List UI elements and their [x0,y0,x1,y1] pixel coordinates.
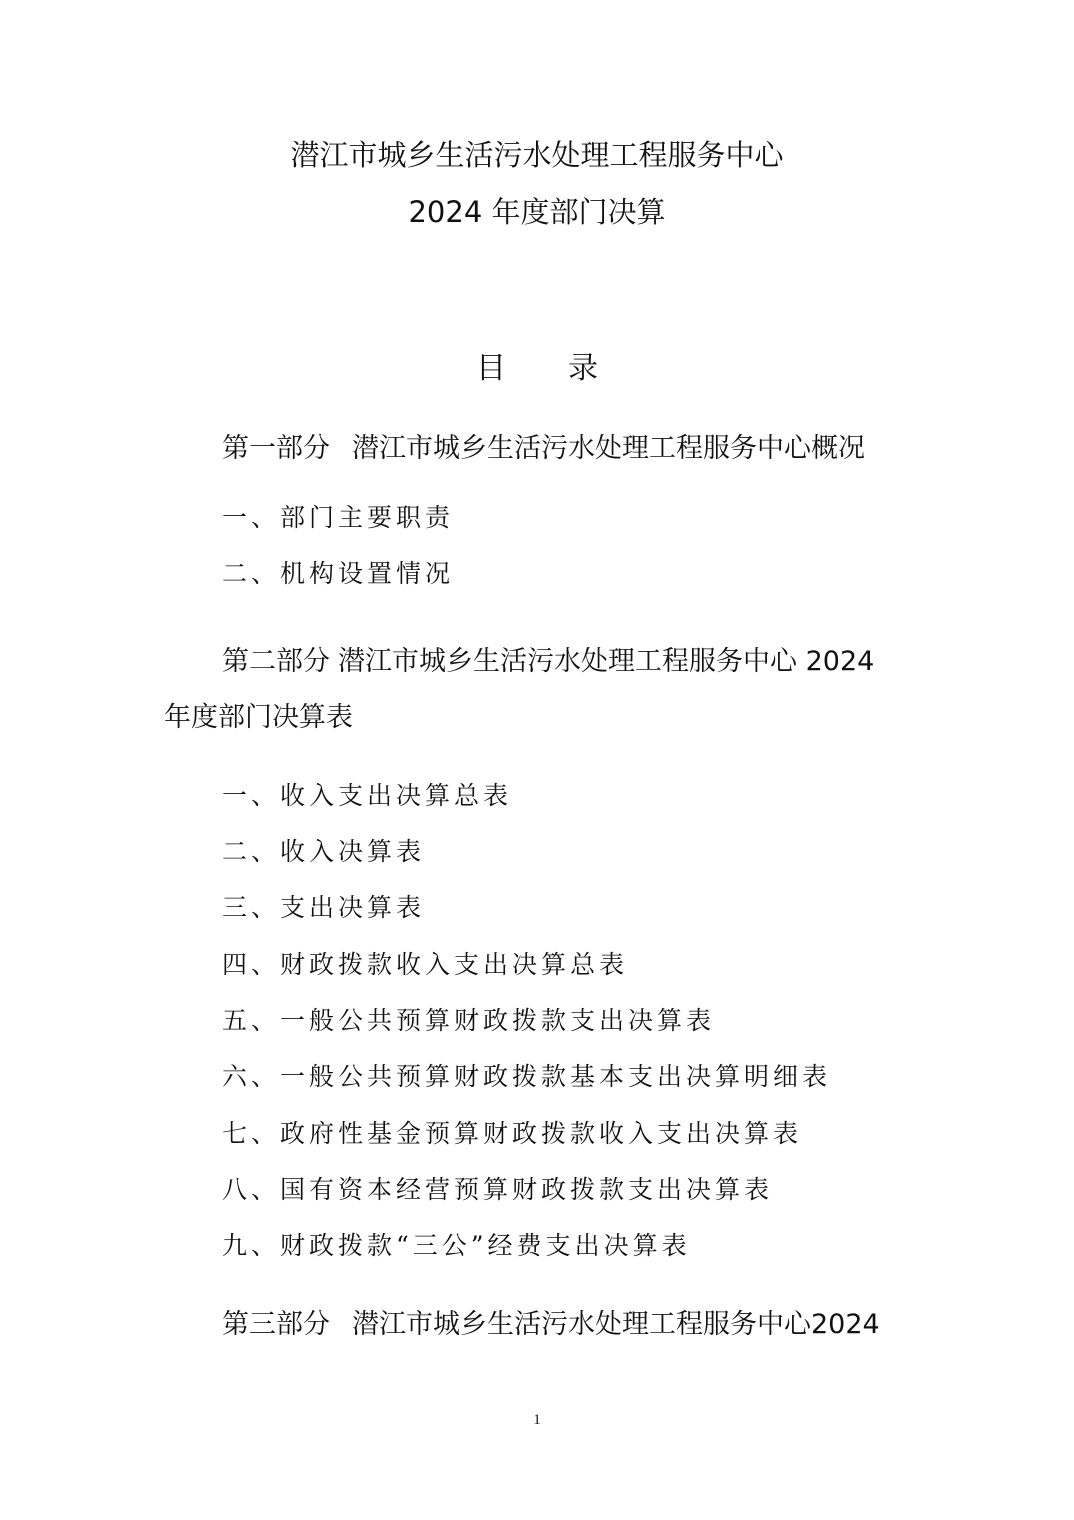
toc-part-1-item[interactable]: 一、部门主要职责 [222,503,455,532]
document-title-line-2: 2024 年度部门决算 [408,195,666,229]
toc-heading-left: 目 [476,351,506,386]
toc-part-3-title-line-1: 潜江市城乡生活污水处理工程服务中心2024 [352,1309,880,1340]
toc-part-2-item[interactable]: 六、一般公共预算财政拨款基本支出决算明细表 [222,1062,832,1091]
toc-part-2-item[interactable]: 一、收入支出决算总表 [222,781,513,810]
toc-part-3-label: 第三部分 [222,1309,330,1340]
toc-part-2-title-line-2[interactable]: 年度部门决算表 [164,702,353,733]
page-number: 1 [533,1412,541,1428]
document-title-line-1: 潜江市城乡生活污水处理工程服务中心 [290,138,784,172]
toc-part-2-item[interactable]: 三、支出决算表 [222,893,426,922]
toc-part-1-item[interactable]: 二、机构设置情况 [222,559,455,588]
toc-part-2-item[interactable]: 九、财政拨款“三公”经费支出决算表 [222,1231,691,1260]
toc-part-2-item[interactable]: 八、国有资本经营预算财政拨款支出决算表 [222,1175,774,1204]
toc-part-2-item[interactable]: 七、政府性基金预算财政拨款收入支出决算表 [222,1119,803,1148]
toc-heading [0,351,1074,386]
toc-part-2-item[interactable]: 二、收入决算表 [222,837,426,866]
toc-part-1[interactable] [222,435,865,462]
toc-part-2-item[interactable]: 四、财政拨款收入支出决算总表 [222,950,629,979]
toc-part-1-title: 潜江市城乡生活污水处理工程服务中心概况 [352,433,865,464]
toc-part-2[interactable] [222,648,874,675]
toc-part-2-label: 第二部分 [222,646,330,677]
toc-part-2-item[interactable]: 五、一般公共预算财政拨款支出决算表 [222,1006,716,1035]
toc-heading-right: 录 [568,351,598,386]
toc-part-1-label: 第一部分 [222,433,330,464]
toc-part-2-title-line-1: 潜江市城乡生活污水处理工程服务中心 2024 [338,646,875,677]
toc-part-3[interactable] [222,1311,880,1338]
